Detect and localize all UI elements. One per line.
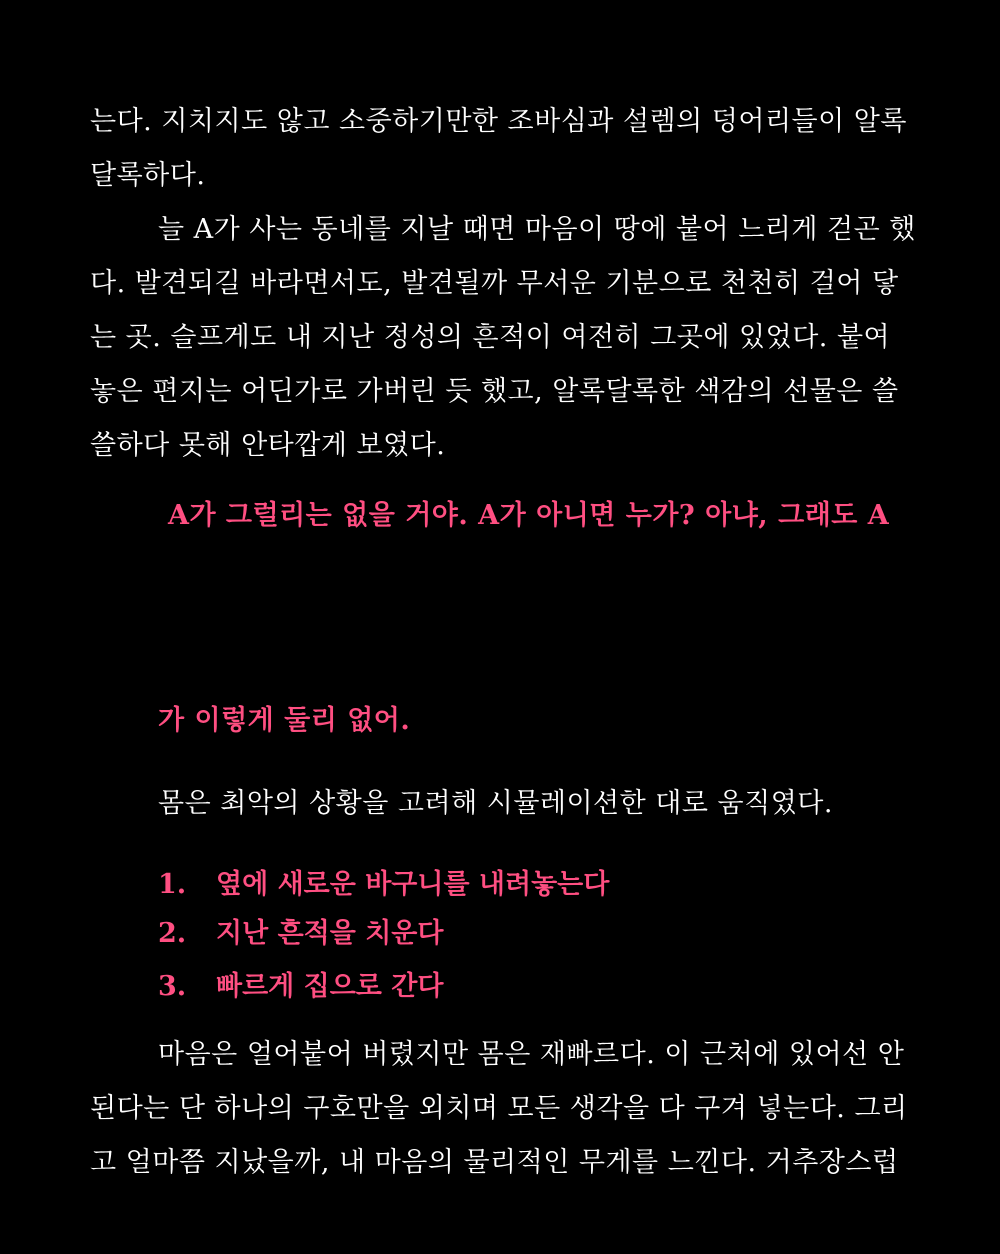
list-text: 빠르게 집으로 간다: [216, 971, 444, 1002]
paragraph-continuation: [90, 95, 920, 203]
text-line: 는 곳. 슬프게도 내 지난 정성의 흔적이 여전히 그곳에 있었다. 붙여: [90, 322, 891, 353]
text-line: 마음은 얼어붙어 버렸지만 몸은 재빠르다. 이 근처에 있어선 안: [158, 1039, 905, 1070]
text-line: 놓은 편지는 어딘가로 가버린 듯 했고, 알록달록한 색감의 선물은 쓸: [90, 376, 899, 407]
paragraph-body-moved: [158, 777, 988, 831]
text-line: 다. 발견되길 바라면서도, 발견될까 무서운 기분으로 천천히 걸어 닿: [90, 268, 899, 299]
list-number: 1.: [158, 869, 187, 900]
text-line: A가 그럴리는 없을 거야. A가 아니면 누가? 아냐, 그래도 A: [168, 500, 890, 531]
text-line: 고 얼마쯤 지났을까, 내 마음의 물리적인 무게를 느낀다. 거추장스럽: [90, 1147, 899, 1178]
text-line: 달록하다.: [90, 160, 206, 191]
text-line: 늘 A가 사는 동네를 지날 때면 마음이 땅에 붙어 느리게 걷곤 했: [158, 214, 916, 245]
inner-thought-line-2: [158, 694, 988, 748]
paragraph-frozen-heart: [90, 1028, 920, 1190]
step-list-item: [158, 911, 443, 950]
list-number: 2.: [158, 918, 187, 949]
text-line: 쓸하다 못해 안타깝게 보였다.: [90, 430, 446, 461]
list-text: 옆에 새로운 바구니를 내려놓는다: [216, 869, 610, 900]
step-list-item: [158, 862, 609, 901]
step-list-item: [158, 964, 443, 1003]
list-text: 지난 흔적을 치운다: [216, 918, 444, 949]
text-line: 는다. 지치지도 않고 소중하기만한 조바심과 설렘의 덩어리들이 알록: [90, 106, 907, 137]
list-number: 3.: [158, 971, 187, 1002]
text-line: 된다는 단 하나의 구호만을 외치며 모든 생각을 다 구겨 넣는다. 그리: [90, 1093, 908, 1124]
text-line: 가 이렇게 둘리 없어.: [158, 705, 411, 736]
inner-thought-line-1: [168, 489, 998, 543]
paragraph-neighborhood: [90, 203, 920, 473]
text-line: 몸은 최악의 상황을 고려해 시뮬레이션한 대로 움직였다.: [158, 788, 833, 819]
